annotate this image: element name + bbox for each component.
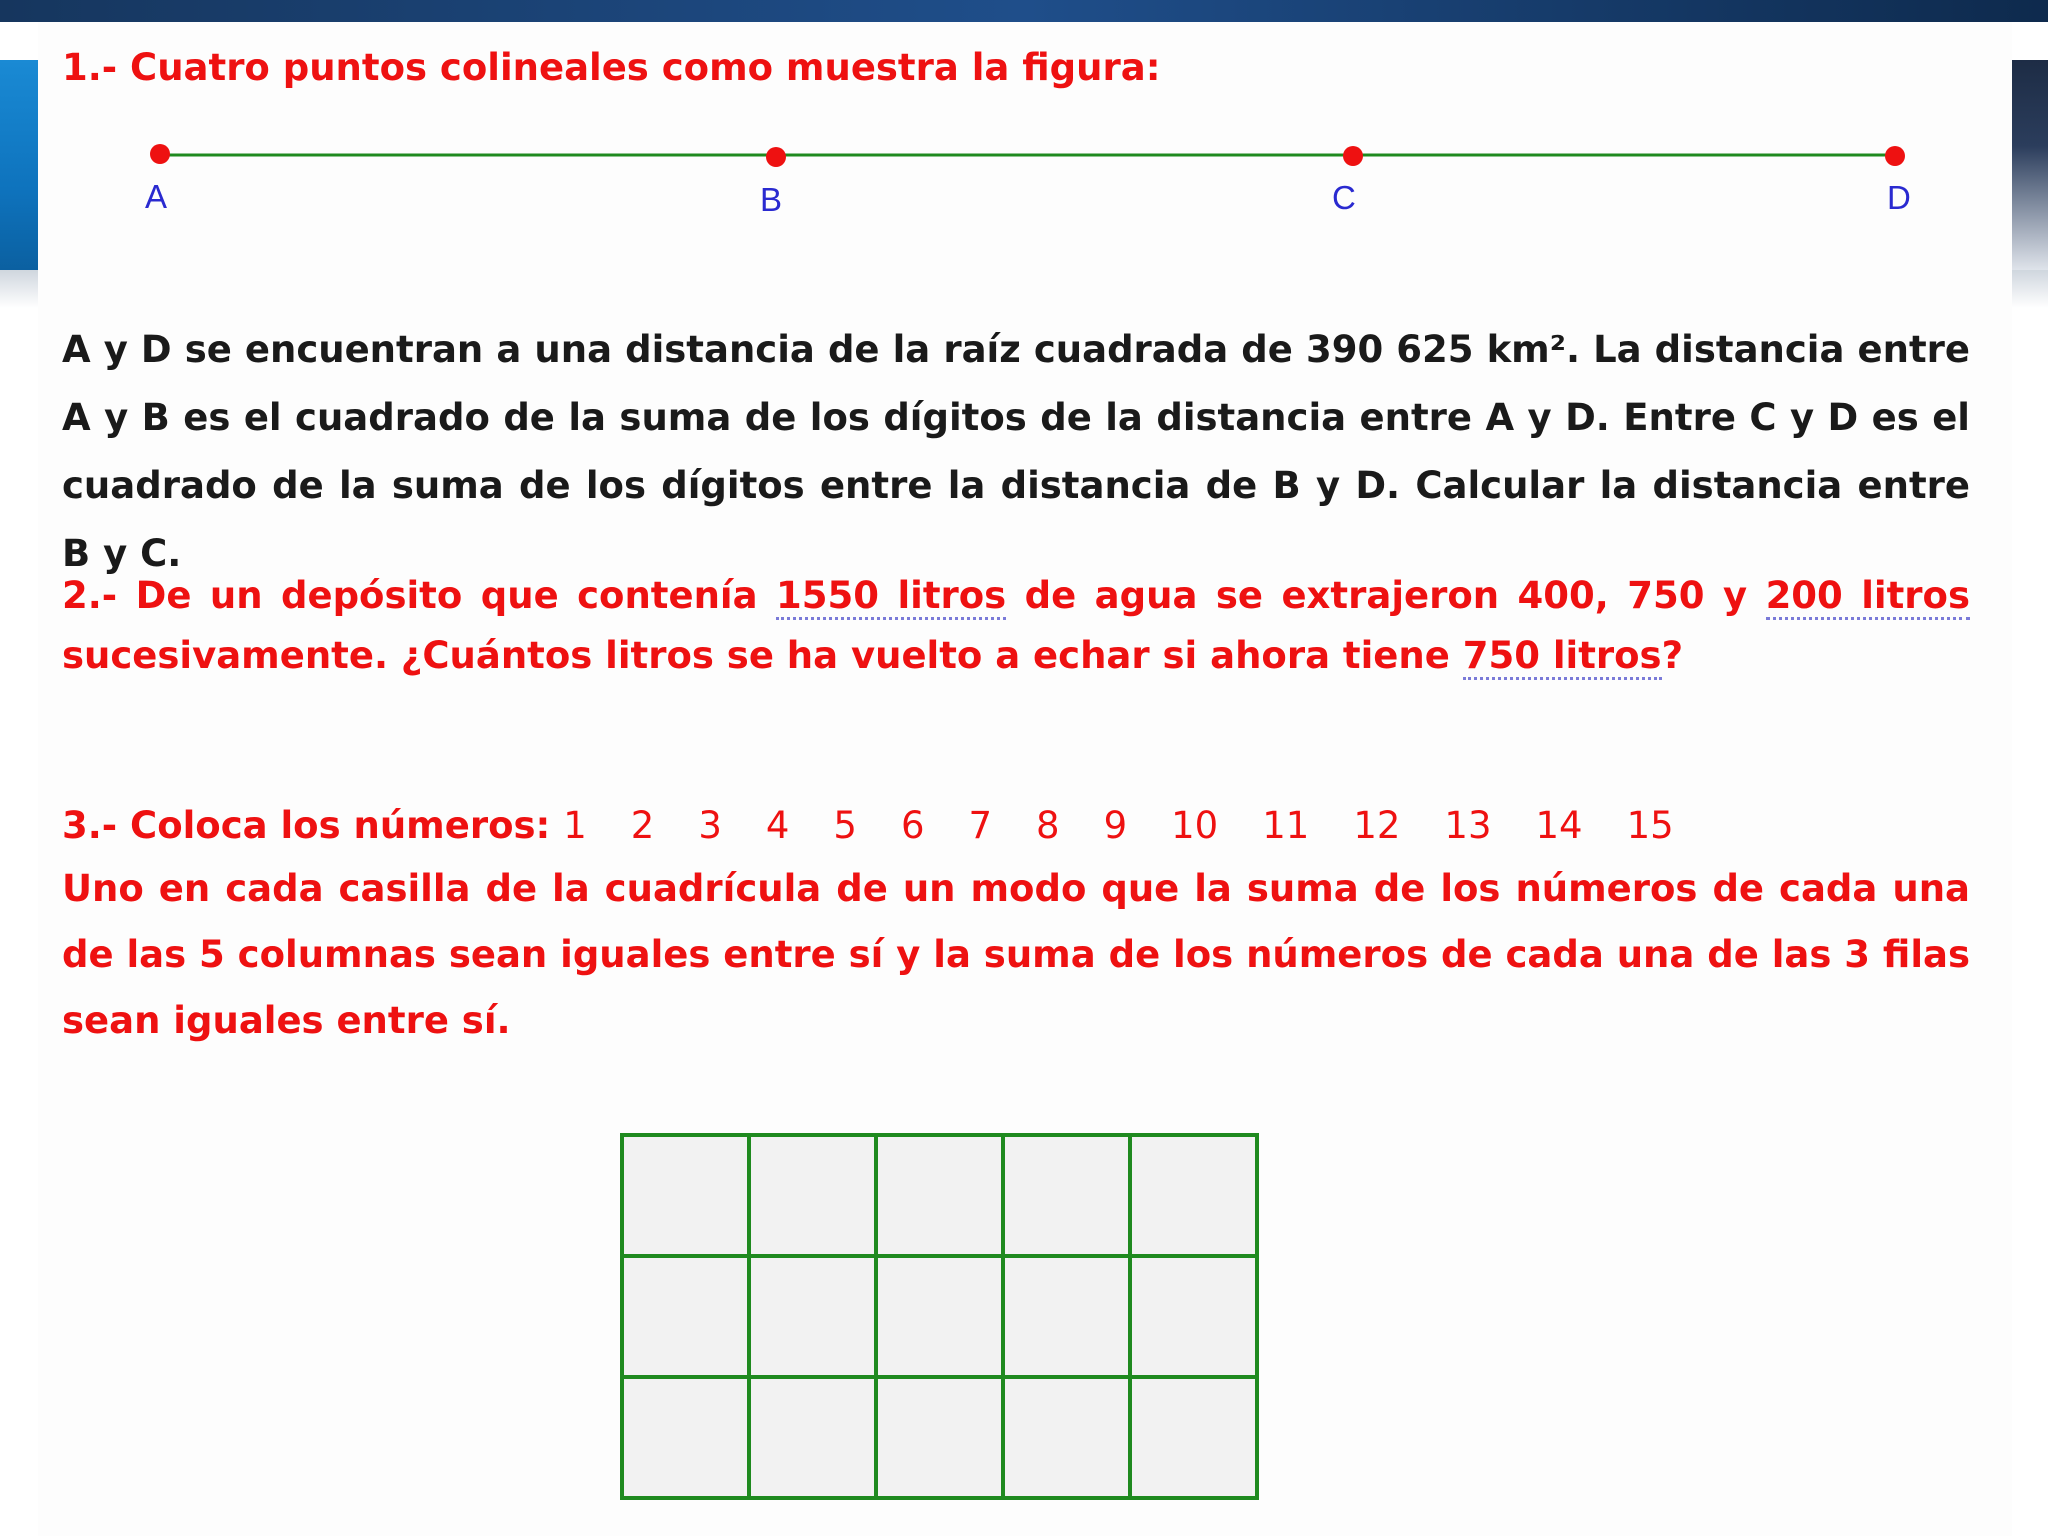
slide-top-band — [0, 0, 2048, 22]
grid-cell[interactable] — [624, 1258, 747, 1375]
q3-number: 8 — [1036, 804, 1060, 847]
slide-right-shadow — [2012, 270, 2048, 308]
q3-number: 3 — [698, 804, 722, 847]
slide-right-band — [2012, 60, 2048, 275]
grid-cell[interactable] — [624, 1379, 747, 1496]
grid-cell[interactable] — [1005, 1137, 1128, 1254]
q3-number: 5 — [833, 804, 857, 847]
point-c — [1343, 146, 1363, 166]
q2-part3: sucesivamente. ¿Cuántos litros se ha vuelto a echar si ahora tiene — [62, 634, 1463, 677]
grid-cell[interactable] — [1132, 1258, 1255, 1375]
q3-number: 7 — [968, 804, 993, 847]
label-d: D — [1887, 179, 1911, 216]
label-c: C — [1332, 179, 1356, 216]
slide-left-band — [0, 60, 40, 275]
grid-cell[interactable] — [878, 1258, 1001, 1375]
grid-cell[interactable] — [1005, 1258, 1128, 1375]
q1-title: 1.- Cuatro puntos colineales como muestra la figura: — [62, 46, 1161, 89]
q3-number: 12 — [1353, 804, 1401, 847]
q3-number-list — [563, 804, 1717, 847]
q3-number: 10 — [1171, 804, 1219, 847]
answer-grid — [620, 1133, 1259, 1500]
q2-underlined-3: 750 litros — [1463, 634, 1662, 680]
q2-part4: ? — [1661, 634, 1684, 677]
collinear-points-figure — [100, 128, 1960, 228]
q3-number: 14 — [1535, 804, 1583, 847]
q3-number: 1 — [563, 804, 587, 847]
slide-left-shadow — [0, 270, 40, 308]
grid-cell[interactable] — [1005, 1379, 1128, 1496]
q3-heading — [62, 796, 1718, 856]
q3-number: 4 — [765, 804, 790, 847]
grid-cell[interactable] — [878, 1137, 1001, 1254]
q2-underlined-2: 200 litros — [1766, 574, 1970, 620]
point-a — [150, 144, 170, 164]
grid-cell[interactable] — [751, 1137, 874, 1254]
grid-cell[interactable] — [1132, 1137, 1255, 1254]
label-b: B — [760, 181, 783, 218]
grid-cell[interactable] — [624, 1137, 747, 1254]
q3-number: 6 — [900, 804, 925, 847]
q1-statement: A y D se encuentran a una distancia de la raíz cuadrada de 390 625 km². La distancia entre A y B es el cuadrado de la suma de los dígitos de la distancia entre A y D. Entre C y D es el cuadrado de la suma de los dígitos entre la distancia de B y D. Calcular la distancia entre B y C. — [62, 328, 1970, 575]
point-b — [766, 147, 786, 167]
q3-statement: Uno en cada casilla de la cuadrícula de un modo que la suma de los números de cada una de las 5 columnas sean iguales entre sí y la suma de los números de cada una de las 3 filas sean iguales entre sí. — [62, 867, 1970, 1042]
q3-number: 9 — [1103, 804, 1128, 847]
q3-number: 2 — [630, 804, 655, 847]
q2-part1: 2.- De un depósito que contenía — [62, 574, 777, 617]
grid-cell[interactable] — [878, 1379, 1001, 1496]
q2-statement — [62, 566, 1970, 686]
q3-number: 11 — [1262, 804, 1310, 847]
q2-part2: de agua se extrajeron 400, 750 y — [1006, 574, 1766, 617]
grid-cell[interactable] — [751, 1258, 874, 1375]
grid-cell[interactable] — [1132, 1379, 1255, 1496]
q3-number: 13 — [1444, 804, 1492, 847]
q3-number: 15 — [1626, 804, 1674, 847]
q2-underlined-1: 1550 litros — [776, 574, 1006, 620]
point-d — [1885, 146, 1905, 166]
q3-label: 3.- Coloca los números: — [62, 804, 551, 847]
label-a: A — [145, 178, 168, 215]
grid-cell[interactable] — [751, 1379, 874, 1496]
